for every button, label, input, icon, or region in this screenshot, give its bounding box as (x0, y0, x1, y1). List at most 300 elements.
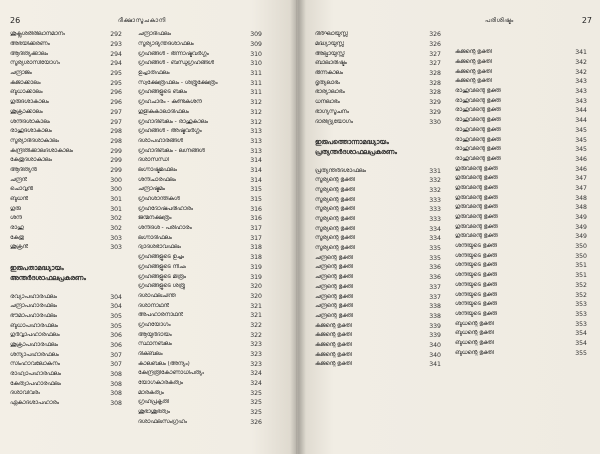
toc-entry-title: കേത്വാപഹാരഫലം (10, 380, 62, 387)
toc-entry (10, 127, 122, 137)
toc-entry-title: ഭൗമാപഹാരഫലം (10, 312, 58, 319)
toc-entry-page: 325 (250, 409, 262, 417)
toc-entry (315, 244, 441, 254)
toc-entry (315, 78, 441, 88)
toc-entry-page: 324 (250, 370, 262, 378)
toc-entry-page: 353 (575, 320, 587, 328)
toc-entry (138, 146, 262, 156)
toc-entry-page: 317 (250, 225, 262, 233)
toc-entry-title: സൂര്യന്റെ ഭുക്തി (315, 186, 355, 193)
toc-entry-title: ശനിയുടെ ഭുക്തി (455, 310, 498, 317)
toc-entry-page: 308 (110, 390, 122, 398)
toc-entry (315, 263, 441, 273)
toc-entry-title: ഗുരുവിന്റെ ഭുക്തി (455, 194, 499, 201)
toc-entry-page: 335 (429, 254, 441, 262)
toc-entry-page: 306 (110, 332, 122, 340)
toc-entry-title: ചന്ദ്രന്റെ ഭുക്തി (315, 293, 353, 300)
toc-entry (455, 67, 587, 77)
toc-entry-page: 337 (429, 293, 441, 301)
toc-entry (138, 166, 262, 176)
book-gutter-shadow (290, 0, 306, 454)
chapter-heading: ഇരുപതാമദ്ധ്യായം (10, 263, 64, 272)
toc-entry-title: ഗുരുവിന്റെ ഭുക്തി (455, 233, 499, 240)
toc-entry-page: 355 (575, 349, 587, 357)
toc-entry (10, 204, 122, 214)
toc-entry-page: 319 (250, 273, 262, 281)
toc-entry-page: 340 (429, 341, 441, 349)
toc-entry-page: 325 (250, 389, 262, 397)
toc-entry-title: ശനിയുടെ ഭുക്തി (455, 243, 498, 250)
toc-entry-page: 344 (575, 117, 587, 125)
toc-entry (455, 135, 587, 145)
toc-entry-title: സൂര്യന്റെ ഭുക്തി (315, 177, 355, 184)
toc-entry-title: ജന്മനക്ഷത്രം (138, 215, 172, 222)
toc-entry (315, 360, 441, 370)
toc-entry-page: 335 (429, 245, 441, 253)
toc-entry-page: 349 (575, 233, 587, 241)
toc-entry-title: ചന്ദ്രാജം (10, 70, 32, 77)
toc-entry (138, 301, 262, 311)
toc-entry (10, 379, 122, 389)
toc-entry (315, 215, 441, 225)
right-running-title: പരിശിഷ്ടം (485, 17, 514, 24)
toc-entry (138, 379, 262, 389)
toc-entry (455, 87, 587, 97)
toc-entry-title: കാലബലം (അന്യം) (138, 360, 190, 367)
toc-entry (315, 283, 441, 293)
toc-entry-title: ഗ്രഹാദിബലം - ലഗ്നങ്ങൾ (138, 147, 205, 154)
toc-entry (10, 69, 122, 79)
toc-entry (10, 243, 122, 253)
toc-entry-title: ഗുരുവിന്റെ ഭുക്തി (455, 184, 499, 191)
toc-entry-title: ഗ്രഹാദിബലം - രാഹുകാലം (138, 118, 209, 125)
toc-entry (138, 69, 262, 79)
toc-entry-title: സൂര്യാദ്യന്തദശാഫലം (138, 41, 194, 48)
toc-entry-title: യോഗകാരകത്വം (138, 380, 183, 387)
toc-entry-title: കുജന്റെ ഭുക്തി (315, 351, 352, 358)
toc-entry-page: 345 (575, 136, 587, 144)
chapter-subheading: അന്തർദശാഫലപ്രകരണം (10, 273, 86, 282)
toc-entry-page: 321 (250, 312, 262, 320)
toc-entry (455, 348, 587, 358)
toc-entry-page: 323 (250, 360, 262, 368)
toc-entry (315, 302, 441, 312)
toc-entry-page: 349 (575, 223, 587, 231)
toc-entry (138, 369, 262, 379)
toc-entry-title: ഗ്രഹദോഷപരിഹാരം (138, 205, 194, 212)
toc-entry-page: 312 (250, 108, 262, 116)
toc-entry-page: 353 (575, 301, 587, 309)
toc-entry-title: ഗ്രഹങ്ങൾ - ഭിന്നാഷ്ടവർഗ്ഗം (138, 50, 209, 57)
toc-entry (315, 224, 441, 234)
left-running-title: ദീക്ഷാസൂചകാനി (118, 17, 166, 24)
toc-entry-title: ശന്യാപഹാരഫലം (10, 351, 59, 358)
toc-entry-title: ശനിയുടെ ഭുക്തി (455, 301, 498, 308)
toc-entry-page: 307 (110, 351, 122, 359)
toc-entry (138, 408, 262, 418)
toc-entry (315, 49, 441, 59)
toc-entry-page: 305 (110, 322, 122, 330)
toc-entry-title: ഗ്രഹങ്ങളുടെ നീചം (138, 263, 187, 270)
toc-entry (138, 330, 262, 340)
toc-entry (10, 59, 122, 69)
toc-entry-title: കുജന്റെ ഭുക്തി (315, 341, 352, 348)
toc-entry (315, 312, 441, 322)
toc-entry-title: ബുധാക്കാലം (10, 89, 43, 96)
toc-entry-page: 346 (575, 155, 587, 163)
toc-entry (315, 195, 441, 205)
right-toc-column-1 (315, 30, 441, 370)
toc-entry-title: ഗ്രഹചാരം - കണ്ടകശനി (138, 99, 203, 106)
toc-entry (455, 193, 587, 203)
toc-entry-title: ഗ്രഹശാന്തികൾ (138, 196, 180, 203)
toc-entry-page: 306 (110, 341, 122, 349)
toc-entry (138, 117, 262, 127)
toc-entry-title: ഗുരുവിന്റെ ഭുക്തി (455, 223, 499, 230)
toc-entry (10, 49, 122, 59)
toc-entry-page: 347 (575, 175, 587, 183)
toc-entry (10, 321, 122, 331)
toc-entry-title: ബാലാരിഷ്ടം (315, 60, 347, 67)
toc-entry (138, 108, 262, 118)
toc-entry-page: 346 (575, 165, 587, 173)
toc-entry (455, 261, 587, 271)
toc-entry-page: 332 (429, 177, 441, 185)
toc-entry-title: ചന്ദ്രാപഹാരഫലം (10, 303, 58, 310)
toc-entry-page: 294 (110, 60, 122, 68)
toc-entry (10, 146, 122, 156)
toc-entry-title: ശുക്ലശരീരിലാനമാനം (10, 31, 66, 38)
toc-entry-title: അല്പായുസ്സ് (315, 50, 345, 57)
toc-entry (138, 204, 262, 214)
toc-entry (138, 78, 262, 88)
toc-entry-page: 354 (575, 330, 587, 338)
toc-entry-page: 327 (429, 60, 441, 68)
toc-entry-title: ദശാപഹാരങ്ങൾ (138, 137, 183, 144)
toc-entry-title: ദശാസന്ധി (138, 157, 169, 164)
toc-entry-title: രാഹുവിന്റെ ഭുക്തി (455, 117, 502, 124)
toc-entry (455, 77, 587, 87)
toc-entry-page: 331 (429, 167, 441, 175)
toc-entry-page: 308 (110, 400, 122, 408)
toc-entry-title: ശനിദശ - പരിഹാരം (138, 225, 192, 232)
toc-entry-title: ശനിയുടെ ഭുക്തി (455, 262, 498, 269)
toc-entry-page: 350 (575, 243, 587, 251)
toc-entry (455, 310, 587, 320)
toc-entry-page: 328 (429, 70, 441, 78)
toc-entry-title: ദശാഫലചിന്ത (138, 292, 176, 299)
chapter-subheading: പ്രത്യന്തർദശാഫലപ്രകരണം (315, 147, 397, 156)
toc-entry-page: 296 (110, 99, 122, 107)
toc-entry (315, 273, 441, 283)
toc-entry (138, 233, 262, 243)
toc-entry-page: 312 (250, 118, 262, 126)
toc-entry-page: 302 (110, 215, 122, 223)
toc-entry-page: 297 (110, 108, 122, 116)
toc-entry (455, 271, 587, 281)
toc-entry (138, 156, 262, 166)
toc-entry-page: 315 (250, 196, 262, 204)
toc-entry-page: 294 (110, 50, 122, 58)
toc-entry-page: 344 (575, 107, 587, 115)
toc-entry-page: 332 (429, 186, 441, 194)
toc-entry-title: സൂര്യാദിദശാകാലം (10, 137, 60, 144)
toc-entry (10, 389, 122, 399)
toc-entry-title: രാഹുവിന്റെ ഭുക്തി (455, 88, 502, 95)
toc-entry-page: 351 (575, 272, 587, 280)
toc-entry (315, 69, 441, 79)
toc-entry-title: സൂര്യന്റെ ഭുക്തി (315, 235, 355, 242)
toc-entry-page: 339 (429, 322, 441, 330)
left-page-number: 26 (10, 16, 21, 25)
toc-entry-title: ദശാനാഥൻ (138, 302, 170, 309)
toc-entry (138, 292, 262, 302)
toc-entry-title: ഗ്രഹയോഗം (138, 321, 171, 328)
toc-entry-page: 337 (429, 283, 441, 291)
toc-entry-page: 339 (429, 332, 441, 340)
toc-entry (10, 360, 122, 370)
toc-entry-title: ഗ്രഹങ്ങളുടെ ശത്രു (138, 283, 185, 290)
toc-entry-title: ചന്ദ്രാദിഫലം (138, 31, 172, 38)
toc-entry (10, 137, 122, 147)
toc-entry (138, 418, 262, 428)
toc-entry-page: 292 (110, 31, 122, 39)
toc-entry-page: 319 (250, 263, 262, 271)
toc-entry (10, 40, 122, 50)
toc-entry-title: ഏകാദശാപഹാരം (10, 400, 60, 407)
toc-entry (455, 203, 587, 213)
toc-entry (138, 40, 262, 50)
toc-entry-page: 320 (250, 283, 262, 291)
toc-entry-page: 336 (429, 274, 441, 282)
toc-entry-page: 300 (110, 176, 122, 184)
toc-entry (138, 282, 262, 292)
toc-entry (315, 234, 441, 244)
toc-entry-title: ശനി (10, 215, 23, 222)
toc-entry-title: ദ്വാദശഭാവഫലം (138, 244, 182, 251)
toc-entry (455, 242, 587, 252)
right-toc-column-2 (455, 48, 587, 358)
toc-entry (455, 48, 587, 58)
toc-entry-title: ശനിദശാകാലം (10, 118, 51, 125)
toc-entry-title: രാഹുവിന്റെ ഭുക്തി (455, 155, 502, 162)
toc-entry-page: 343 (575, 78, 587, 86)
toc-entry (10, 117, 122, 127)
toc-entry (138, 88, 262, 98)
right-page-number: 27 (581, 16, 592, 25)
toc-entry-page: 309 (250, 41, 262, 49)
toc-entry (315, 292, 441, 302)
toc-entry (10, 292, 122, 302)
toc-entry (138, 263, 262, 273)
toc-entry-title: കുജന്റെ ഭുക്തി (315, 322, 352, 329)
toc-entry-page: 333 (429, 206, 441, 214)
toc-entry-title: ബുധൻ (10, 196, 29, 203)
toc-entry (138, 49, 262, 59)
toc-entry-page: 312 (250, 99, 262, 107)
toc-entry (10, 224, 122, 234)
toc-entry-title: കുജന്റെ ഭുക്തി (455, 59, 492, 66)
toc-entry (10, 166, 122, 176)
toc-entry-title: സൂര്യന്റെ ഭുക്തി (315, 225, 355, 232)
toc-entry (138, 398, 262, 408)
toc-entry-title: സൂര്യന്റെ ഭുക്തി (315, 245, 355, 252)
toc-entry-page: 304 (110, 293, 122, 301)
toc-entry (138, 137, 262, 147)
toc-entry-page: 349 (575, 214, 587, 222)
toc-entry-page: 316 (250, 215, 262, 223)
toc-entry (10, 341, 122, 351)
toc-entry-page: 322 (250, 321, 262, 329)
left-page (0, 0, 296, 454)
toc-entry-page: 303 (110, 244, 122, 252)
toc-entry-title: ശനിയുടെ ഭുക്തി (455, 252, 498, 259)
toc-entry-title: ബുധന്റെ ഭുക്തി (455, 320, 494, 327)
toc-entry (455, 213, 587, 223)
toc-entry-title: കന്ദ്രിതിക്കാലദശാകാലം (10, 147, 73, 154)
toc-entry-title: ചന്ദ്രന്റെ ഭുക്തി (315, 254, 353, 261)
toc-entry-page: 333 (429, 216, 441, 224)
toc-entry-page: 342 (575, 68, 587, 76)
toc-entry-title: ശനിയുടെ ഭുക്തി (455, 291, 498, 298)
toc-entry (455, 96, 587, 106)
toc-entry-title: രാഹുവിന്റെ ഭുക്തി (455, 97, 502, 104)
toc-entry (315, 341, 441, 351)
toc-entry-page: 308 (110, 371, 122, 379)
toc-entry-title: ചൊവ്വൻ (10, 186, 33, 193)
toc-entry (10, 78, 122, 88)
toc-entry-title: ബുധന്റെ ഭുക്തി (455, 339, 494, 346)
toc-entry-page: 318 (250, 254, 262, 262)
toc-entry-title: ആദിത്യൻ (10, 166, 37, 173)
toc-entry-title: ഭാഗ്യസൂചനം (315, 108, 350, 115)
toc-entry (10, 233, 122, 243)
toc-entry-title: രാഹുവിന്റെ ഭുക്തി (455, 126, 502, 133)
toc-entry-page: 295 (110, 79, 122, 87)
toc-entry-title: ഗ്രഹങ്ങളുടെ ബലം (138, 89, 187, 96)
toc-entry-title: മദ്ധ്യായുസ്സ് (315, 41, 345, 48)
toc-entry (315, 321, 441, 331)
toc-entry (315, 30, 441, 40)
toc-entry (315, 117, 441, 127)
toc-entry-title: കുജന്റെ ഭുക്തി (455, 78, 492, 85)
toc-entry-title: ദിക്ബലം (138, 351, 163, 358)
toc-entry-title: കുജന്റെ ഭുക്തി (455, 49, 492, 56)
toc-entry-title: ശുക്രാക്കാലം (10, 108, 43, 115)
toc-entry-page: 326 (429, 31, 441, 39)
toc-entry (10, 195, 122, 205)
toc-entry (455, 251, 587, 261)
toc-entry-page: 351 (575, 262, 587, 270)
toc-entry-page: 308 (110, 380, 122, 388)
toc-entry (10, 350, 122, 360)
toc-entry-page: 326 (429, 41, 441, 49)
toc-entry-page: 345 (575, 146, 587, 154)
toc-entry-title: രാഹുവിന്റെ ഭുക്തി (455, 136, 502, 143)
toc-entry-page: 333 (429, 196, 441, 204)
toc-entry (455, 155, 587, 165)
toc-entry-page: 311 (250, 79, 262, 87)
toc-entry-title: ഗ്രഹപ്രകൃതി (138, 399, 169, 406)
toc-entry-title: സ്ഥാനബലം (138, 341, 172, 348)
toc-entry-title: ചന്ദ്രന്റെ ഭുക്തി (315, 312, 353, 319)
toc-entry-page: 314 (250, 166, 262, 174)
toc-entry-title: ചന്ദ്രന്റെ ഭുക്തി (315, 303, 353, 310)
toc-entry (455, 174, 587, 184)
toc-entry (10, 175, 122, 185)
toc-entry-title: ഭിന്നകാലം (315, 70, 343, 77)
toc-entry-page: 347 (575, 184, 587, 192)
toc-entry-title: ഗുർവ്വാപഹാരഫലം (10, 332, 60, 339)
toc-entry (138, 30, 262, 40)
toc-entry (138, 272, 262, 282)
toc-entry-title: സ്വക്ഷേത്രഫലം - ശത്രുക്ഷേത്രം (138, 79, 218, 86)
toc-entry-title: ശനിചാരഫലം (138, 176, 177, 183)
toc-entry (455, 300, 587, 310)
toc-entry (315, 40, 441, 50)
toc-entry (10, 331, 122, 341)
toc-entry (138, 359, 262, 369)
toc-entry-title: അഭയിക്കരണം (10, 41, 50, 48)
toc-entry-page: 341 (429, 361, 441, 369)
left-toc-column-2 (138, 30, 262, 427)
toc-entry-title: ചന്ദ്രന്റെ ഭുക്തി (315, 274, 353, 281)
toc-entry-title: ചന്ദ്രന്റെ ഭുക്തി (315, 283, 353, 290)
toc-entry-title: ശുഭാശുഭത്വം (138, 409, 170, 416)
toc-entry-title: സൂര്യന്റെ ഭുക്തി (315, 196, 355, 203)
toc-entry-page: 311 (250, 70, 262, 78)
toc-entry (10, 185, 122, 195)
toc-entry-page: 352 (575, 281, 587, 289)
toc-entry (455, 58, 587, 68)
toc-entry-page: 330 (429, 118, 441, 126)
toc-entry-page: 317 (250, 234, 262, 242)
toc-entry-title: കുജന്റെ ഭുക്തി (315, 332, 352, 339)
toc-entry-page: 295 (110, 70, 122, 78)
toc-entry-page: 313 (250, 137, 262, 145)
toc-entry-title: സൂര്യന്റെ ഭുക്തി (315, 206, 355, 213)
toc-entry-title: സൂര്യന്റെ ഭുക്തി (315, 216, 355, 223)
toc-entry-title: കുജന്റെ ഭുക്തി (315, 361, 352, 368)
toc-entry-page: 315 (250, 186, 262, 194)
toc-entry (10, 214, 122, 224)
toc-entry-title: കേതു (10, 234, 24, 241)
toc-entry-page: 310 (250, 50, 262, 58)
toc-entry-title: കേതുദശാകാലം (10, 157, 53, 164)
toc-entry (138, 59, 262, 69)
toc-entry-page: 353 (575, 310, 587, 318)
toc-entry-page: 338 (429, 303, 441, 311)
toc-entry-page: 328 (429, 89, 441, 97)
toc-entry-page: 309 (250, 31, 262, 39)
toc-entry-page: 341 (575, 49, 587, 57)
toc-entry-title: കുജാക്കാലം (10, 79, 41, 86)
toc-entry-page: 343 (575, 88, 587, 96)
toc-entry-title: ധനലാഭം (315, 99, 340, 106)
toc-entry (315, 186, 441, 196)
toc-entry-title: രാഹ്വാപഹാരഫലം (10, 371, 61, 378)
toc-entry (455, 339, 587, 349)
toc-entry (455, 164, 587, 174)
toc-entry-page: 303 (110, 234, 122, 242)
toc-entry-title: ഗ്രഹങ്ങൾ - ബന്ധുഗ്രഹങ്ങൾ (138, 60, 214, 67)
toc-entry-title: ഗ്രഹങ്ങളുടെ മിത്രം (138, 273, 187, 280)
toc-entry-page: 318 (250, 244, 262, 252)
toc-entry-page: 328 (429, 79, 441, 87)
toc-entry (455, 126, 587, 136)
toc-entry (455, 290, 587, 300)
toc-entry (10, 108, 122, 118)
